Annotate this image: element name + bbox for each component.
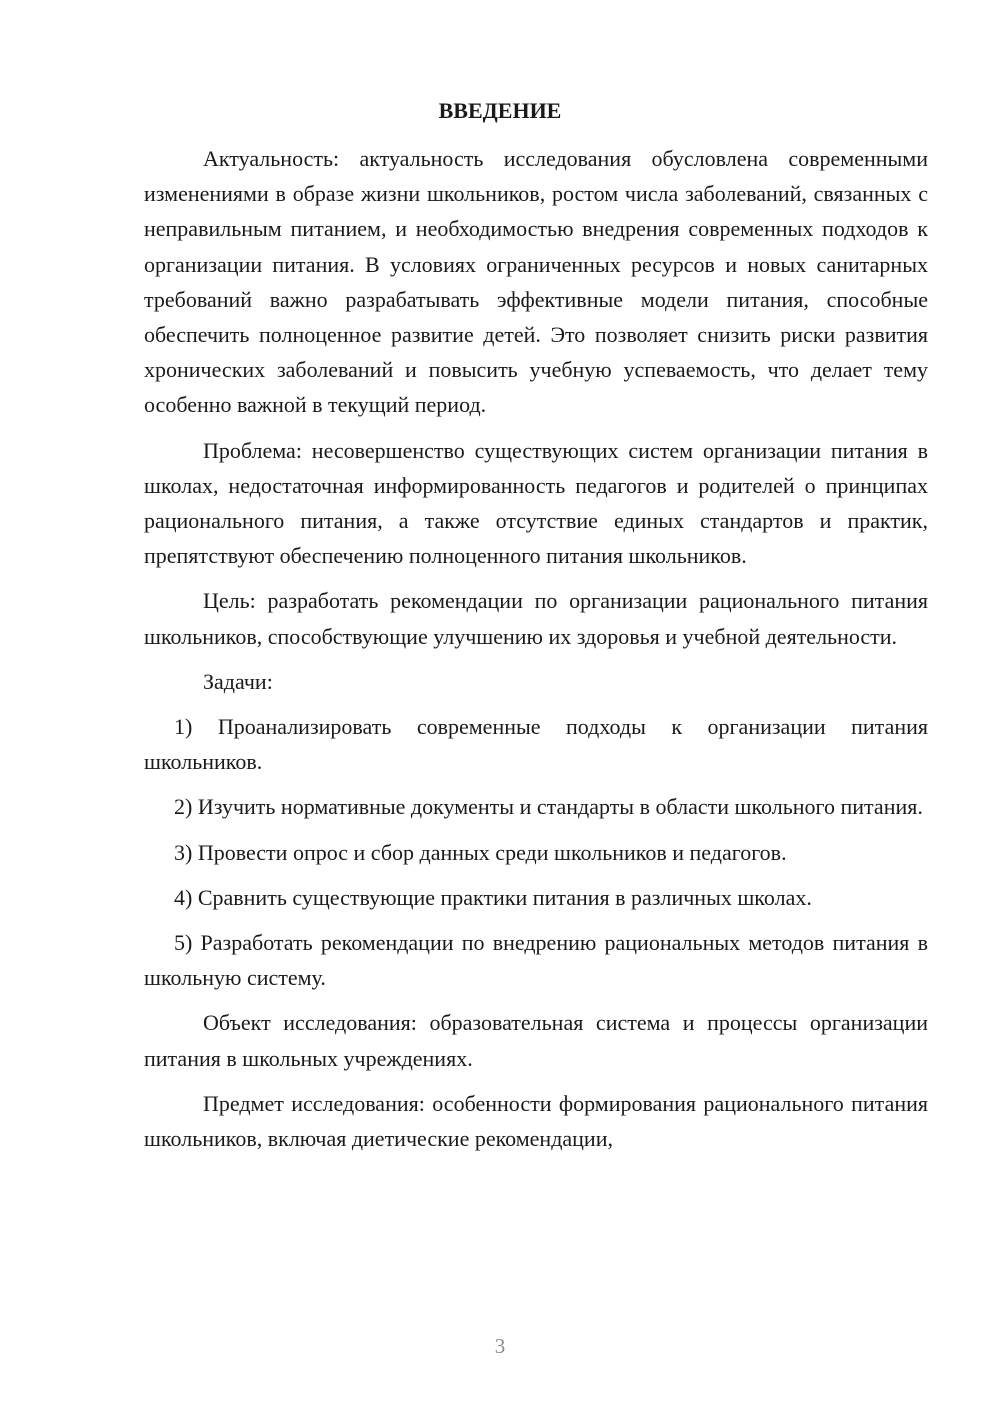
paragraph-relevance: Актуальность: актуальность исследования обусловлена современными изменениями в образе жизни школьников, ростом числа заболеваний, связанных с неправильным питанием, и необходимостью внедрения современных подходов к организации питания. В условиях ограниченных ресурсов и новых санитарных требований важно разрабатывать эффективные модели питания, способные обеспечить полноценное развитие детей. Это позволяет снизить риски развития хронических заболеваний и повысить учебную успеваемость, что делает тему особенно важной в текущий период. bbox=[144, 146, 928, 418]
paragraph-goal: Цель: разработать рекомендации по организации рационального питания школьников, способствующие улучшению их здоровья и учебной деятельности. bbox=[144, 588, 928, 649]
task-item-2: 2) Изучить нормативные документы и стандарты в области школьного питания. bbox=[174, 794, 923, 820]
task-item-3: 3) Провести опрос и сбор данных среди школьников и педагогов. bbox=[174, 839, 787, 865]
task-item-4: 4) Сравнить существующие практики питания в различных школах. bbox=[174, 884, 812, 910]
page-number: 3 bbox=[494, 1334, 506, 1358]
section-title: ВВЕДЕНИЕ bbox=[438, 98, 562, 123]
task-item-1: 1) Проанализировать современные подходы к организации питания школьников. bbox=[144, 714, 928, 775]
paragraph-subject: Предмет исследования: особенности формирования рационального питания школьников, включая диетические рекомендации, bbox=[144, 1090, 928, 1152]
paragraph-object: Объект исследования: образовательная система и процессы организации питания в школьных учреждениях. bbox=[144, 1010, 928, 1071]
tasks-heading: Задачи: bbox=[203, 668, 273, 694]
paragraph-problem: Проблема: несовершенство существующих систем организации питания в школах, недостаточная информированность педагогов и родителей о принципах рационального питания, а также отсутствие единых стандартов и практик, препятствуют обеспечению полноценного питания школьников. bbox=[144, 437, 928, 569]
task-item-5: 5) Разработать рекомендации по внедрению рациональных методов питания в школьную систему. bbox=[144, 930, 928, 991]
document-body bbox=[144, 141, 928, 1166]
